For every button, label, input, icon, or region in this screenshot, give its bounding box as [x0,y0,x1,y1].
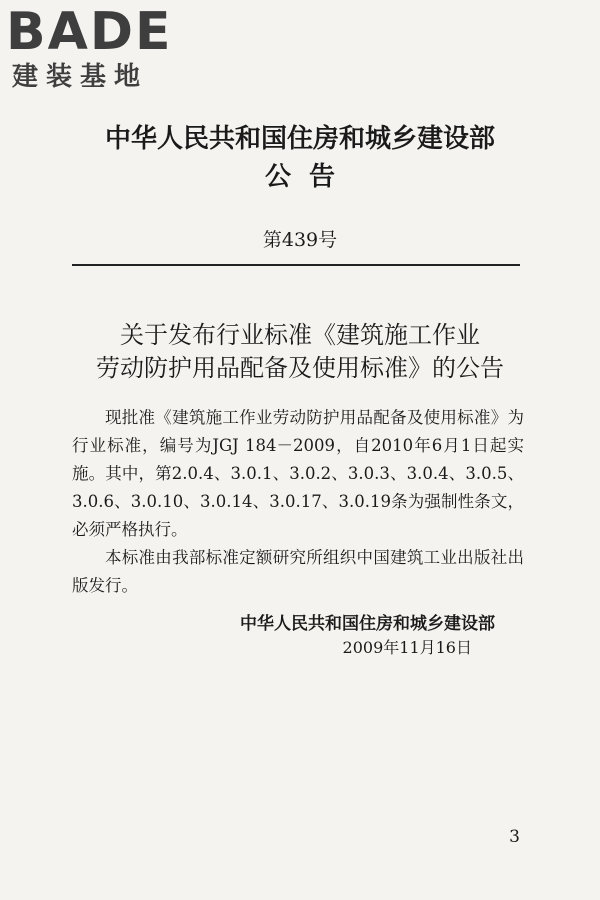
notice-heading: 公告 [264,162,353,192]
body-paragraph-1: 现批准《建筑施工作业劳动防护用品配备及使用标准》为行业标准，编号为JGJ 184－2009，自2010年6月1日起实施。其中，第2.0.4、3.0.1、3.0.2、3.0.3、3.0.4、3.0.5、3.0.6、3.0.10、3.0.14、3.0.17、3.0.19条为强制性条文，必须严格执行。 [72,408,524,539]
logo-subtitle: 建装基地 [12,62,149,92]
page-number: 3 [509,827,520,847]
logo-wordmark: BADE [6,2,173,62]
document-number: 第439号 [262,229,338,251]
subject-line-2: 劳动防护用品配备及使用标准》的公告 [96,354,504,382]
header-divider [72,264,520,266]
notice-body [72,404,524,600]
issuing-organization-title: 中华人民共和国住房和城乡建设部 [104,124,495,154]
bade-logo [6,2,176,94]
signature-organization: 中华人民共和国住房和城乡建设部 [240,614,495,634]
signature-date: 2009年11月16日 [342,638,472,657]
subject-line-1: 关于发布行业标准《建筑施工作业 [120,321,480,349]
body-paragraph-2: 本标准由我部标准定额研究所组织中国建筑工业出版社出版发行。 [72,548,524,595]
